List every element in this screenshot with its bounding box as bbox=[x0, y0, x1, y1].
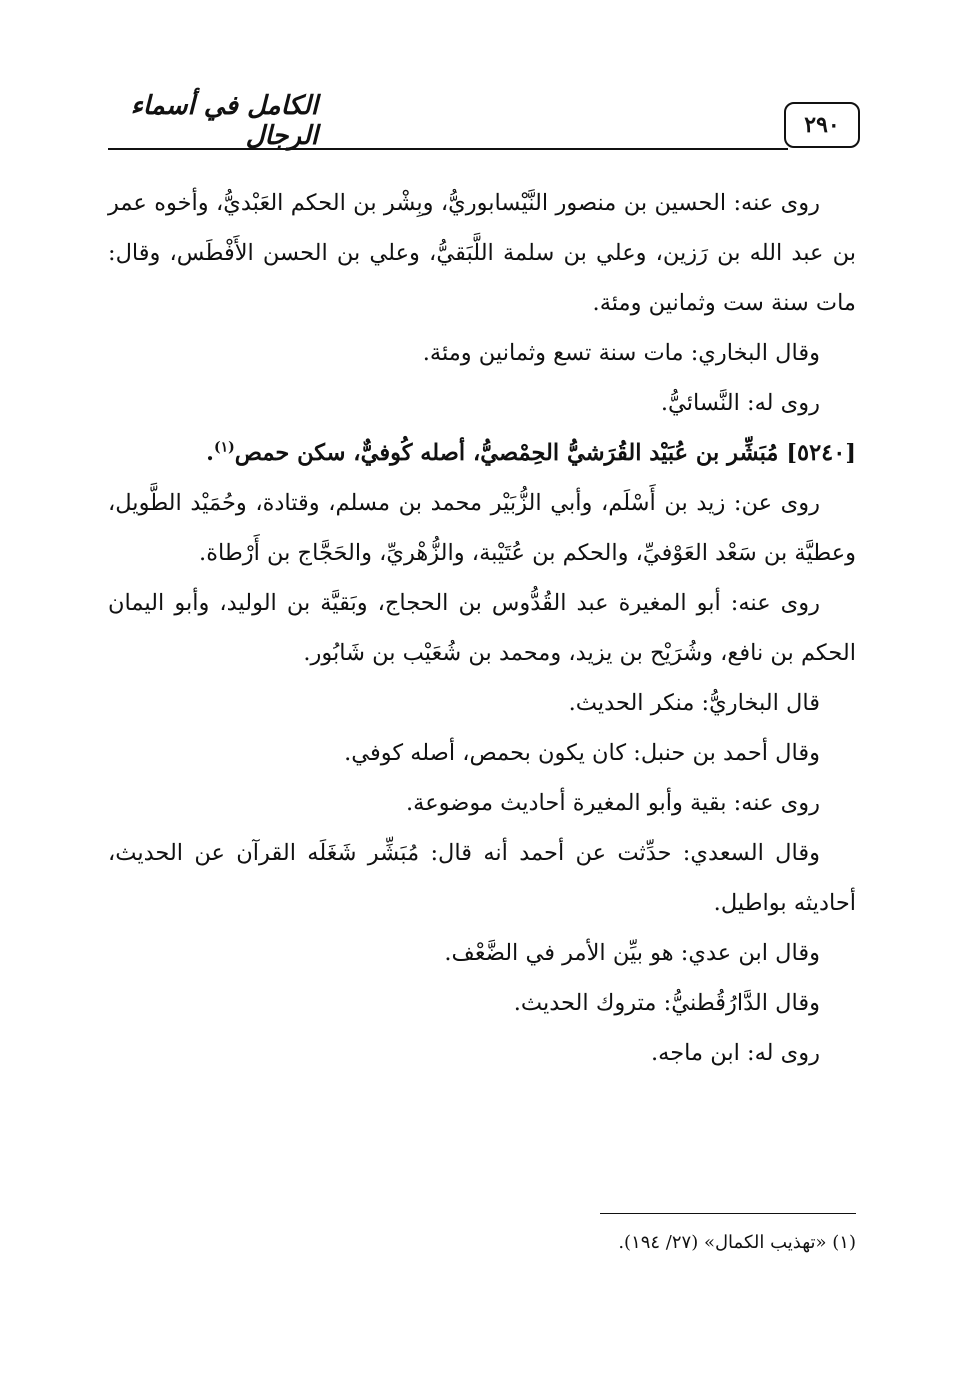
entry-number: [٥٢٤٠] bbox=[786, 440, 856, 466]
entry-heading bbox=[108, 428, 856, 478]
footnote: (١) «تهذيب الكمال» (٢٧/ ١٩٤). bbox=[618, 1232, 856, 1253]
footnote-separator bbox=[600, 1213, 856, 1214]
entry-title: مُبَشِّر بن عُبَيْد القُرَشيُّ الحِمْصيُّ، أصله كُوفيٌّ، سكن حمص bbox=[234, 440, 779, 466]
paragraph: روى عنه: أبو المغيرة عبد القُدُّوس بن الحجاج، وبَقيَّة بن الوليد، وأبو اليمان الحكم بن نافع، وشُرَيْح بن يزيد، ومحمد بن شُعَيْب بن شَابُور. bbox=[108, 590, 856, 666]
running-title: الكامل في أسماء الرجال bbox=[130, 91, 318, 151]
paragraph: روى عنه: بقية وأبو المغيرة أحاديث موضوعة. bbox=[405, 790, 820, 816]
main-text bbox=[108, 178, 856, 1078]
paragraph: روى عن: زيد بن أَسْلَم، وأبي الزُّبَيْر محمد بن مسلم، وقتادة، وحُمَيْد الطَّويل، وعطيَّة بن سَعْد العَوْفيِّ، والحكم بن عُتَيْبة، والزُّهْريِّ، والحَجَّاج بن أَرْطاة. bbox=[108, 490, 856, 566]
paragraph: روى عنه: الحسين بن منصور النَّيْسابوريُّ، وبِشْر بن الحكم العَبْديُّ، وأخوه عمر بن عبد الله بن رَزين، وعلي بن سلمة اللَّبَقيُّ، وعلي بن الحسن الأَفْطَس، وقال: مات سنة ست وثمانين ومئة. bbox=[108, 190, 856, 316]
paragraph: روى له: النَّسائيُّ. bbox=[660, 390, 820, 416]
header-rule bbox=[108, 148, 788, 150]
paragraph: روى له: ابن ماجه. bbox=[651, 1040, 820, 1066]
page-header bbox=[108, 91, 860, 156]
paragraph: وقال الدَّارُقُطنيُّ: متروك الحديث. bbox=[513, 990, 820, 1016]
entry-end: . bbox=[206, 440, 214, 466]
page-number: ٢٩٠ bbox=[784, 102, 860, 148]
paragraph: وقال أحمد بن حنبل: كان يكون بحمص، أصله كوفي. bbox=[344, 740, 820, 766]
paragraph: وقال البخاري: مات سنة تسع وثمانين ومئة. bbox=[422, 340, 820, 366]
paragraph: وقال السعدي: حدِّثت عن أحمد أنه قال: مُبَشِّر شَغَلَه القرآن عن الحديث، أحاديثه بواطيل. bbox=[108, 840, 856, 916]
paragraph: قال البخاريُّ: منكر الحديث. bbox=[568, 690, 820, 716]
paragraph: وقال ابن عدي: هو بيِّن الأمر في الضَّعْف. bbox=[444, 940, 820, 966]
footnote-ref: (١) bbox=[213, 439, 235, 456]
